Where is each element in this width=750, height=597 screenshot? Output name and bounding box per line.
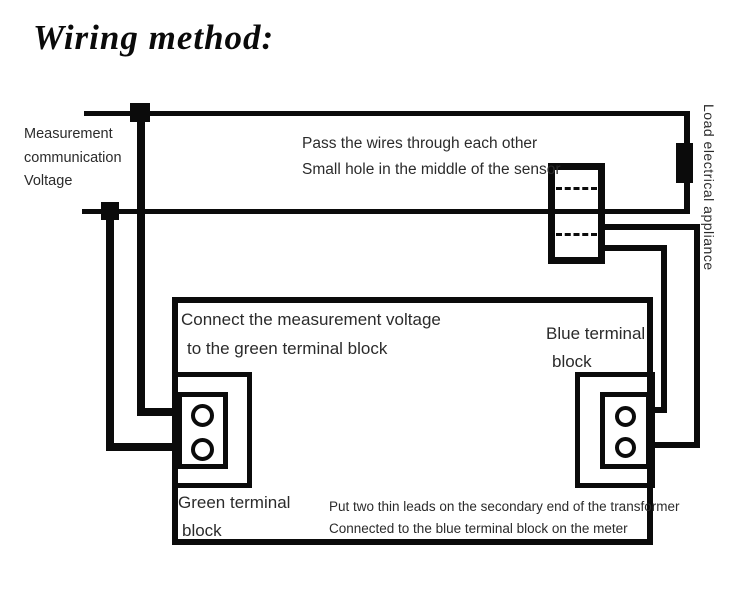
top-measurement-wire bbox=[84, 111, 689, 116]
connect-voltage-note bbox=[181, 311, 441, 369]
load-appliance-label: Load electrical appliance bbox=[701, 104, 717, 271]
sensor-lead-a-vertical bbox=[694, 224, 700, 448]
green-terminal-label-line2: block bbox=[182, 521, 222, 540]
page-title: Wiring method: bbox=[33, 18, 275, 57]
blue-terminal-label bbox=[546, 325, 645, 381]
sensor-dashed-line-bottom bbox=[556, 233, 597, 236]
blue-terminal-hole-bottom bbox=[615, 437, 636, 458]
connect-voltage-note-line2: to the green terminal block bbox=[187, 339, 388, 358]
voltage-wire-1-stub bbox=[137, 408, 177, 416]
pass-wires-note-line2: Small hole in the middle of the sensor bbox=[302, 160, 561, 178]
sensor-lead-b-horizontal bbox=[600, 245, 667, 251]
load-resistor bbox=[676, 143, 693, 183]
blue-terminal-label-line2: block bbox=[552, 352, 592, 371]
secondary-leads-note bbox=[329, 500, 679, 543]
secondary-leads-note-line1: Put two thin leads on the secondary end of the transformer bbox=[329, 499, 680, 514]
connect-voltage-note-line1: Connect the measurement voltage bbox=[181, 310, 441, 329]
measurement-voltage-line1: Measurement bbox=[24, 126, 113, 142]
measurement-voltage-label bbox=[24, 127, 122, 198]
green-terminal-hole-bottom bbox=[191, 438, 214, 461]
green-terminal-hole-top bbox=[191, 404, 214, 427]
pass-wires-note-line1: Pass the wires through each other bbox=[302, 135, 538, 152]
green-terminal-label-line1: Green terminal bbox=[178, 493, 291, 512]
sensor-lead-a-return bbox=[650, 442, 700, 448]
blue-terminal-hole-top bbox=[615, 406, 636, 427]
voltage-wire-2-vertical bbox=[106, 209, 114, 451]
green-terminal-label bbox=[178, 494, 290, 550]
blue-terminal-label-line1: Blue terminal bbox=[546, 324, 646, 343]
voltage-wire-1-vertical bbox=[137, 111, 145, 416]
sensor-lead-b-vertical bbox=[661, 245, 667, 413]
sensor-dashed-line-top bbox=[556, 187, 597, 190]
pass-wires-note bbox=[302, 136, 560, 187]
sensor-lead-a-horizontal bbox=[600, 224, 700, 230]
voltage-wire-2-stub bbox=[106, 443, 177, 451]
measurement-voltage-line3: Voltage bbox=[24, 173, 73, 189]
measurement-voltage-line2: communication bbox=[24, 149, 122, 166]
secondary-leads-note-line2: Connected to the blue terminal block on the meter bbox=[329, 520, 628, 536]
